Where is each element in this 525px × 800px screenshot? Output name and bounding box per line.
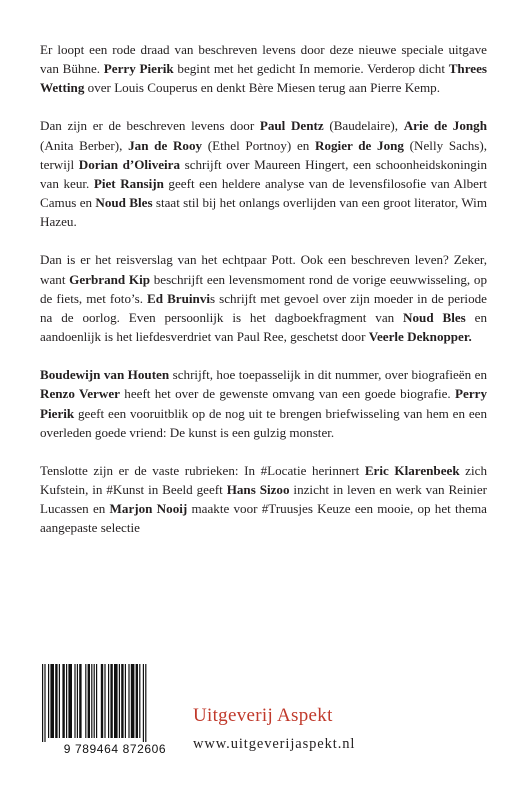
text-run: geeft een heldere analyse van de levensfilosofie van Albert Camus en (40, 176, 487, 211)
barcode-bar (96, 664, 97, 738)
text-run: (Anita Berber), (40, 137, 129, 153)
text-run: schrijft, hoe toepasselijk in dit nummer, over biografieën en (169, 367, 487, 383)
barcode-bar (88, 664, 90, 738)
barcode-bar (77, 664, 78, 738)
barcode-bar (42, 664, 43, 742)
text-run: inzicht in leven en werk van Reinier Lucassen en (40, 482, 487, 517)
paragraph (40, 250, 487, 346)
author-name: Threes Wetting (40, 61, 487, 96)
publisher-website: www.uitgeverijaspekt.nl (193, 736, 356, 752)
text-run: zich Kufstein, in #Kunst in Beeld geeft (40, 462, 487, 498)
text-run: geeft een vooruitblik op de nog uit te brengen briefwisseling van hem en een overleden goede vriend: De kunst is een gulzig monster. (40, 405, 487, 440)
barcode-bar (136, 664, 138, 738)
text-run: staat stil bij het onlangs overlijden van een groot literator, Wim Hazeu. (40, 195, 487, 230)
author-name: Arie de Jongh (403, 118, 487, 134)
text-run: en aandoenlijk is het liefdesverdriet van Paul Ree, geschetst door (40, 310, 487, 345)
barcode-bar (94, 664, 95, 738)
publisher-name: Uitgeverij Aspekt (193, 705, 333, 726)
barcode-bar (66, 664, 67, 738)
author-name: Veerle Deknopper. (368, 329, 472, 345)
author-name: Renzo Verwer (40, 386, 120, 402)
barcode-bar (59, 664, 60, 738)
paragraph (40, 461, 487, 538)
barcode-bar (104, 664, 105, 738)
author-name: Dorian d’Oliveira (78, 156, 181, 172)
author-name: Piet Ransijn (93, 176, 164, 192)
author-name: Marjon Nooij (109, 501, 188, 517)
barcode-bar (110, 664, 112, 738)
author-name: Paul Dentz (259, 118, 324, 134)
barcode-bar (128, 664, 129, 738)
text-run: Dan is er het reisverslag van het echtpaar Pott. Ook een beschreven leven? Zeker, want (40, 252, 487, 287)
text-run: heeft het over de gewenste omvang van een goede biografie. (119, 386, 456, 402)
author-name: Noud Bles (403, 310, 466, 326)
text-run: maakte voor #Truusjes Keuze een mooie, op het thema aangepaste selectie (40, 501, 487, 536)
paragraph (40, 40, 487, 98)
author-name: Ed Bruinvi (147, 290, 211, 306)
barcode-bar (125, 664, 126, 738)
author-name: Jan de Rooy (128, 137, 203, 153)
barcode-bar (108, 664, 109, 738)
barcode-bar (114, 664, 118, 738)
barcode-bar (85, 664, 86, 738)
text-run: schrijft over Maureen Hingert, een schoonheidskoningin van keur. (40, 156, 488, 192)
barcode-bar (50, 664, 54, 738)
author-name: Perry Pierik (40, 386, 487, 421)
barcode-bar (145, 664, 146, 742)
text-run: (Nelly Sachs), terwijl (40, 137, 487, 172)
author-name: Hans Sizoo (226, 482, 290, 498)
text-run: Tenslotte zijn er de vaste rubrieken: In #Locatie herinnert (40, 462, 365, 478)
barcode-bar (68, 664, 72, 738)
author-name: Noud Bles (95, 195, 153, 211)
text-run: (Baudelaire), (323, 118, 404, 134)
isbn-number: 9 789464 872606 (40, 742, 190, 756)
barcode-bar (139, 664, 140, 738)
blurb-text (40, 40, 487, 556)
author-name: Gerbrand Kip (69, 271, 151, 287)
barcode-bar (48, 664, 49, 738)
text-run: (Ethel Portnoy) en (202, 137, 315, 153)
text-run: Dan zijn er de beschreven levens door (40, 118, 260, 134)
barcode-bar (91, 664, 92, 738)
author-name: Perry Pierik (103, 61, 174, 77)
text-run: s schrijft met gevoel over zijn moeder in de periode na de oorlog. Even persoonlijk is het dagboekfragment van (40, 290, 487, 326)
text-run: begint met het gedicht In memorie. Verderop dicht (173, 61, 449, 77)
text-run: Er loopt een rode draad van beschreven levens door deze nieuwe speciale uitgave van Bühne. (40, 42, 487, 77)
barcode-bar (55, 664, 57, 738)
paragraph (40, 116, 487, 231)
barcode-bar (121, 664, 123, 738)
barcode-bar (131, 664, 135, 738)
barcode-bar (44, 664, 45, 742)
barcode-bar (143, 664, 144, 742)
author-name: Eric Klarenbeek (364, 462, 460, 478)
barcode-bar (62, 664, 64, 738)
barcode-bar (101, 664, 103, 738)
author-name: Rogier de Jong (315, 137, 404, 153)
barcode-bar (79, 664, 81, 738)
text-run: over Louis Couperus en denkt Bère Miesen terug aan Pierre Kemp. (84, 80, 440, 96)
author-name: Boudewijn van Houten (40, 367, 170, 383)
barcode-bar (74, 664, 75, 738)
barcode-bar (119, 664, 120, 738)
text-run: beschrijft een levensmoment rond de vorige eeuwwisseling, op de fiets, met foto’s. (40, 271, 487, 306)
paragraph (40, 365, 487, 442)
